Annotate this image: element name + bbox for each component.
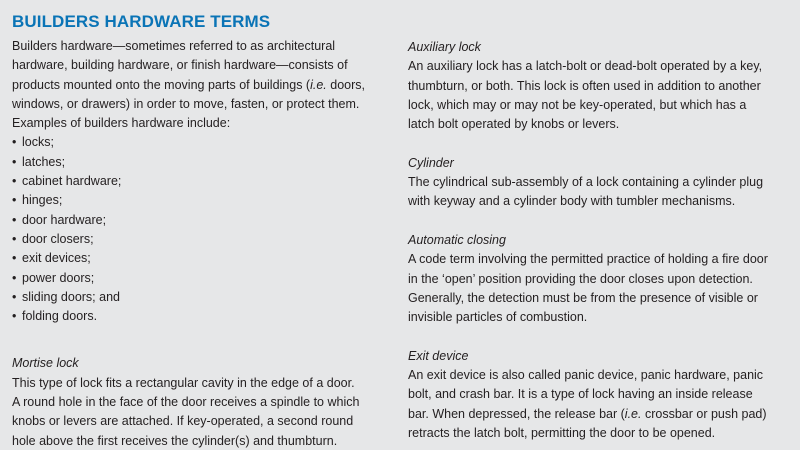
list-item: • door hardware;	[12, 211, 397, 230]
definition-line: This type of lock fits a rectangular cavity in the edge of a door.	[12, 375, 355, 390]
intro-line-text: products mounted onto the moving parts of buildings (i.e. doors,	[12, 77, 365, 92]
list-item: • exit devices;	[12, 249, 397, 268]
intro-line: hardware, building hardware, or finish hardware—consists of	[12, 58, 348, 73]
definition-line: Generally, the detection must be from the presence of visible or	[408, 290, 758, 305]
abbreviation-ie: i.e.	[310, 77, 327, 92]
term-automatic-closing	[408, 231, 793, 327]
definition-line: The cylindrical sub-assembly of a lock containing a cylinder plug	[408, 175, 764, 190]
definition-line: thumbturn, or both. This lock is often used in addition to another	[408, 78, 761, 93]
term-heading: Automatic closing	[408, 232, 506, 247]
list-item: • locks;	[12, 133, 397, 152]
term-cylinder	[408, 154, 793, 212]
list-item: • power doors;	[12, 269, 397, 288]
sidebar-title: BUILDERS HARDWARE TERMS	[12, 12, 271, 31]
term-heading: Cylinder	[408, 155, 454, 170]
definition-line: latch bolt operated by knobs or levers.	[408, 117, 620, 132]
intro-line: Examples of builders hardware include:	[12, 116, 231, 131]
intro-line	[12, 76, 397, 95]
hardware-examples-list	[12, 133, 397, 326]
definition-line: An auxiliary lock has a latch-bolt or dead-bolt operated by a key,	[408, 59, 763, 74]
definition-line: with keyway and a cylinder body with tumbler mechanisms.	[408, 194, 736, 209]
definition-line: in the ‘open’ position providing the door closes upon detection.	[408, 271, 753, 286]
left-column	[12, 37, 397, 451]
term-exit-device	[408, 347, 793, 443]
intro-line: Builders hardware—sometimes referred to as architectural	[12, 39, 336, 53]
definition-line: hole above the first receives the cylinder(s) and thumbturn.	[12, 433, 338, 448]
list-item: • latches;	[12, 153, 397, 172]
list-item: • folding doors.	[12, 307, 397, 326]
intro-line: windows, or drawers) in order to move, fasten, or protect them.	[12, 96, 360, 111]
definition-line: invisible particles of combustion.	[408, 310, 588, 325]
term-heading: Exit device	[408, 348, 469, 363]
definition-line: A round hole in the face of the door receives a spindle to which	[12, 395, 360, 410]
intro-section	[12, 37, 397, 326]
term-heading: Auxiliary lock	[408, 40, 481, 54]
right-column	[408, 37, 793, 443]
definition-line: A code term involving the permitted practice of holding a fire door	[408, 252, 768, 267]
term-mortise-lock	[12, 354, 397, 450]
term-heading: Mortise lock	[12, 356, 79, 371]
list-item: • sliding doors; and	[12, 288, 397, 307]
definition-line: lock, which may or may not be key-operated, but which has a	[408, 97, 747, 112]
list-item: • door closers;	[12, 230, 397, 249]
definition-line: bolt, and crash bar. It is a type of lock having an inside release	[408, 387, 753, 402]
definition-line: retracts the latch bolt, permitting the door to be opened.	[408, 425, 716, 440]
abbreviation-ie: i.e.	[624, 406, 642, 421]
definition-line: knobs or levers are attached. If key-operated, a second round	[12, 414, 354, 429]
list-item: • cabinet hardware;	[12, 172, 397, 191]
list-item: • hinges;	[12, 191, 397, 210]
definition-line: An exit device is also called panic device, panic hardware, panic	[408, 368, 764, 383]
term-auxiliary-lock	[408, 38, 793, 134]
definition-line: bar. When depressed, the release bar (i.e. crossbar or push pad)	[408, 406, 767, 421]
